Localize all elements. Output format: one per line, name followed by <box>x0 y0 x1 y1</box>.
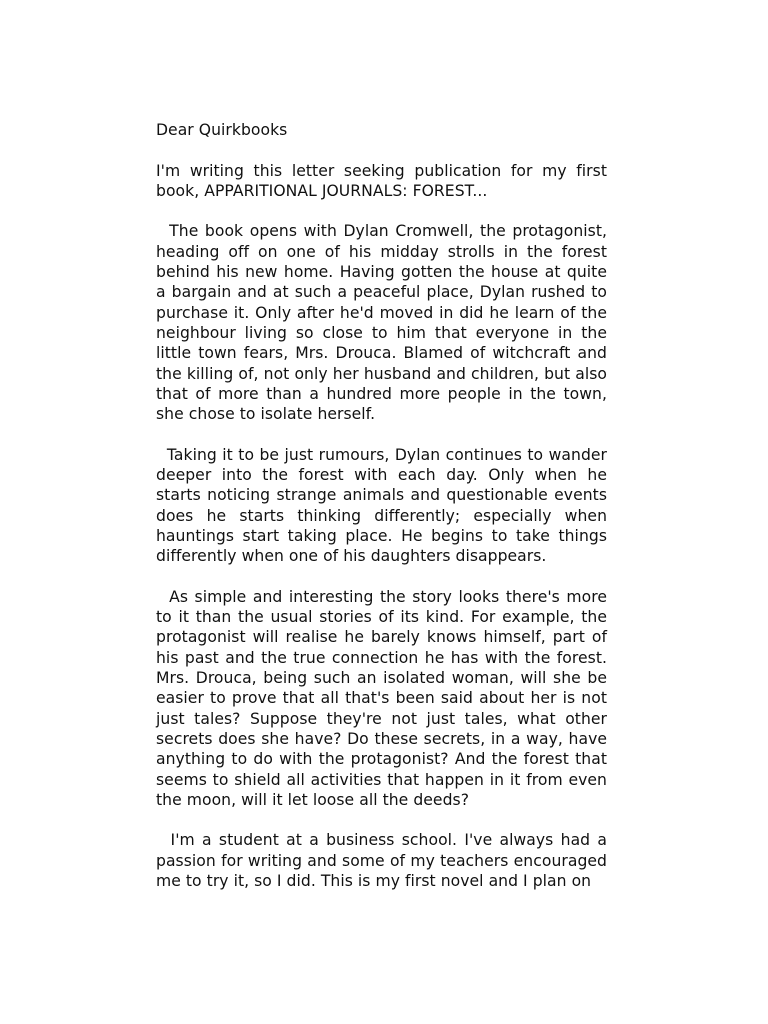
paragraph-plot-opening: The book opens with Dylan Cromwell, the protagonist, heading off on one of his midday strolls in the forest behind his new home. Having gotten the house at quite a bargain and at such a peaceful place, Dylan rushed to purchase it. Only after he'd moved in did he learn of the neighbour living so close to him that everyone in the little town fears, Mrs. Drouca. Blamed of witchcraft and the killing of, not only her husband and children, but also that of more than a hundred more people in the town, she chose to isolate herself. <box>156 222 607 424</box>
paragraph-plot-development: Taking it to be just rumours, Dylan continues to wander deeper into the forest with each day. Only when he starts noticing strange animals and questionable events does he starts thinking differently; especially when hauntings start taking place. He begins to take things differently when one of his daughters disappears. <box>156 445 607 566</box>
salutation: Dear Quirkbooks <box>156 121 288 139</box>
letter-body <box>156 120 607 912</box>
paragraph-themes: As simple and interesting the story looks there's more to it than the usual stories of its kind. For example, the protagonist will realise he barely knows himself, part of his past and the true connection he has with the forest. Mrs. Drouca, being such an isolated woman, will she be easier to prove that all that's been said about her is not just tales? Suppose they're not just tales, what other secrets does she have? Do these secrets, in a way, have anything to do with the protagonist? And the forest that seems to shield all activities that happen in it from even the moon, will it let loose all the deeds? <box>156 587 607 809</box>
paragraph-intro: I'm writing this letter seeking publication for my first book, APPARITIONAL JOURNALS: FOREST... <box>156 161 607 200</box>
paragraph-author-bio: I'm a student at a business school. I've always had a passion for writing and some of my teachers encouraged me to try it, so I did. This is my first novel and I plan on <box>156 831 607 890</box>
